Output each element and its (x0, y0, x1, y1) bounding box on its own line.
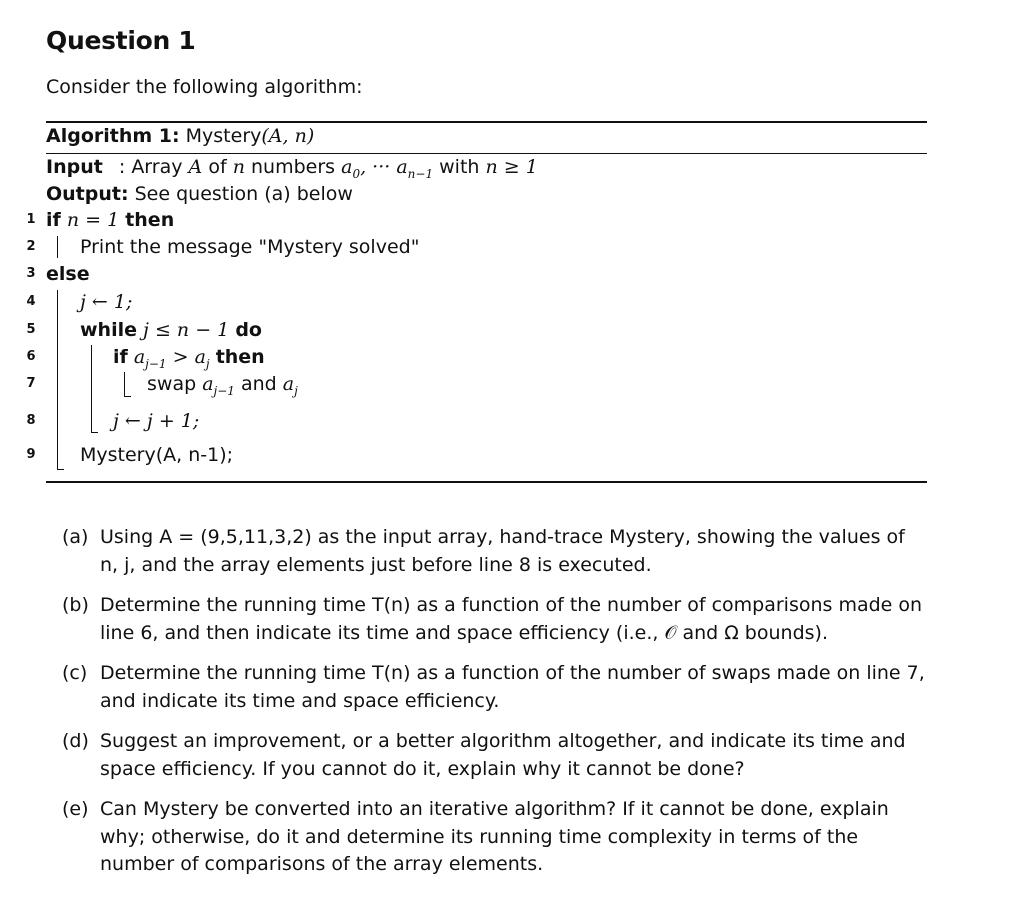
algorithm-output: Output: See question (a) below (46, 183, 353, 205)
alg-line-8: j ← j + 1; (113, 410, 200, 432)
block-bar-if (124, 372, 125, 396)
alg-line-4: j ← 1; (80, 291, 133, 313)
alg-line-9: Mystery(A, n-1); (80, 444, 234, 466)
block-bar-while (91, 345, 92, 433)
question-part-d: (d) Suggest an improvement, or a better algorithm altogether, and indicate its time and space efficiency. If you cannot do it, explain why it cannot be done? (62, 730, 906, 780)
algorithm-bottom-rule (46, 481, 927, 483)
intro-text: Consider the following algorithm: (46, 76, 363, 98)
algorithm-caption: Algorithm 1: Mystery(A, n) (46, 125, 315, 147)
block-bar-else-end (57, 469, 64, 470)
alg-line-6: if $a_{j-1} > a_j$ then (113, 346, 265, 371)
line-number: 5 (26, 322, 36, 337)
block-bar-while-end (91, 432, 98, 433)
line-number: 2 (26, 239, 36, 254)
algorithm-input: Input : Array A of n numbers $a_0$, ··· $a_{n-1}$ with n ≥ 1 (46, 156, 538, 181)
alg-line-5: while j ≤ n − 1 do (80, 319, 262, 341)
block-bar-else (57, 290, 58, 470)
algorithm-caption-rule (46, 153, 927, 154)
question-title: Question 1 (46, 26, 196, 55)
line-number: 9 (26, 447, 36, 462)
line-number: 1 (26, 212, 36, 227)
alg-line-7: swap $a_{j-1}$ and $a_j$ (147, 373, 298, 398)
question-part-b: (b) Determine the running time T(n) as a function of the number of comparisons made on line 6, and then indicate its time and space efficiency (i.e., 𝒪 and Ω bounds). (62, 594, 923, 644)
block-bar-if-end (124, 396, 131, 397)
alg-line-3: else (46, 263, 90, 285)
question-part-a: (a) Using A = (9,5,11,3,2) as the input array, hand-trace Mystery, showing the values of n, j, and the array elements just before line 8 is executed. (62, 526, 905, 576)
line-number: 6 (26, 349, 36, 364)
block-bar-then (57, 236, 58, 258)
line-number: 8 (26, 413, 36, 428)
line-number: 4 (26, 294, 36, 309)
algorithm-top-rule (46, 121, 927, 123)
line-number: 7 (26, 376, 36, 391)
line-number: 3 (26, 266, 36, 281)
alg-line-1: if n = 1 then (46, 209, 175, 231)
alg-line-2: Print the message "Mystery solved" (80, 236, 420, 258)
question-part-e: (e) Can Mystery be converted into an iterative algorithm? If it cannot be done, explain why; otherwise, do it and determine its running time complexity in terms of the number of comparisons of the array elements. (62, 798, 889, 875)
question-part-c: (c) Determine the running time T(n) as a function of the number of swaps made on line 7, and indicate its time and space efficiency. (62, 662, 925, 712)
